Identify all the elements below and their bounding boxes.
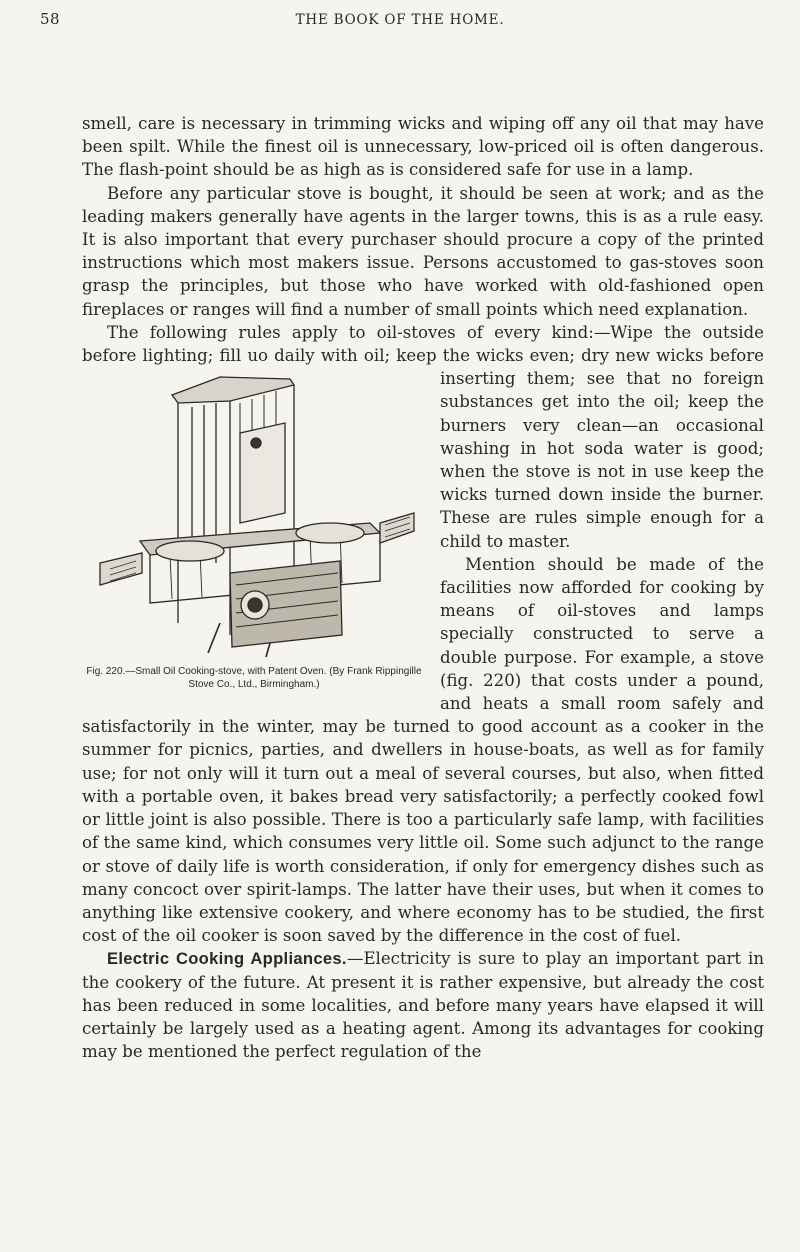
paragraph: Before any particular stove is bought, it should be seen at work; and as the leading makers generally have agents in the larger towns, this is as a rule easy. It is also important that every purchaser should procure a copy of the printed instructions which most makers issue. Persons accustomed to gas-stoves soon grasp the principles, but those who have worked with old-fashioned open fireplaces or ranges will find a number of small points which need explanation. bbox=[82, 183, 764, 319]
running-head: THE BOOK OF THE HOME. bbox=[295, 12, 505, 28]
paragraph: Mention should be made of the facilities now afforded for cooking by means of oil-stoves and lamps specially constructed to serve a double purpose. For example, a stove (fig. 220) that costs under a pound, and heats a small room safely and satisfactorily in the winter, may be turned to good account as a cooker in the summer for picnics, parties, and dwellers in house-boats, as well as for family use; for not only will it turn out a meal of several courses, but also, when fitted with a portable oven, it bakes bread very satisfactorily; a perfectly cooked fowl or little joint is also possible. There is too a particularly safe lamp, with facilities of the same kind, which consumes very little oil. Some such adjunct to the range or stove of daily life is worth consideration, if only for emergency dishes such as many concoct over spirit-lamps. The latter have their uses, but when it comes to anything like extensive cookery, and where economy has to be studied, the first cost of the oil cooker is soon saved by the difference in the cost of fuel. bbox=[82, 554, 764, 946]
paragraph bbox=[82, 947, 764, 1063]
paragraph-body: —Electricity is sure to play an important part in the cookery of the future. At present it is rather expensive, but already the cost has been reduced in some localities, and before many years have elapsed it will certainly be largely used as a heating agent. Among its advantages for cooking may be mentioned the perfect regulation of the bbox=[82, 949, 765, 1062]
paragraph: smell, care is necessary in trimming wicks and wiping off any oil that may have been spilt. While the finest oil is unnecessary, low-priced oil is often dangerous. The flash-point should be as high as is considered safe for use in a lamp. bbox=[82, 114, 764, 180]
figure-oil-stove bbox=[80, 373, 428, 691]
paragraph-intro: The following rules apply to oil-stoves of every kind:—Wipe the outside before lighting; fill uo daily with oil; keep the wicks even; dry new wicks bbox=[82, 322, 764, 366]
section-heading: Electric Cooking Appliances. bbox=[107, 949, 347, 969]
paragraph-rest: before inserting them; see that no foreign substances get into the oil; keep the burners very clean—an occasional washing in hot soda water is good; when the stove is not in use keep the wicks turned down inside the burner. These are rules simple enough for a child to master. bbox=[440, 346, 764, 551]
oil-stove-illustration bbox=[80, 373, 428, 659]
page-number: 58 bbox=[40, 10, 61, 28]
figure-caption: Fig. 220.—Small Oil Cooking-stove, with Patent Oven. (By Frank Rippingille Stove Co., Ltd., Birmingham.) bbox=[86, 666, 422, 691]
body-text bbox=[82, 112, 764, 1063]
paragraph bbox=[82, 321, 764, 691]
